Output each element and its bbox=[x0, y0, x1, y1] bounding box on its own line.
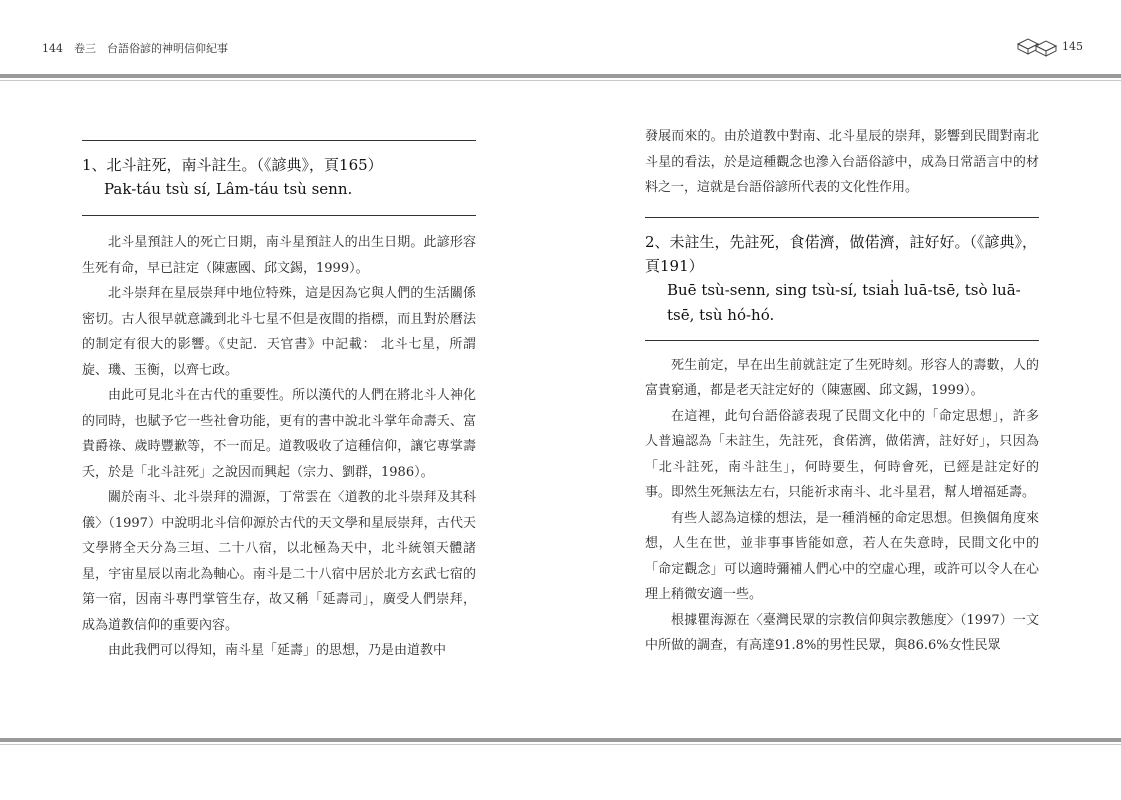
top-rule bbox=[0, 74, 1121, 78]
right-page-column bbox=[645, 124, 1039, 659]
header-left-text: 144 卷三 台語俗諺的神明信仰紀事 bbox=[42, 42, 228, 55]
entry-title: 2、未註生，先註死，食偌濟，做偌濟，註好好。（《諺典》，頁191） bbox=[645, 232, 1038, 275]
bottom-rule-thin bbox=[0, 744, 1121, 745]
paragraph: 關於南斗、北斗崇拜的淵源，丁常雲在〈道教的北斗崇拜及其科儀〉（1997）中說明北斗信仰源於古代的天文學和星辰崇拜，古代天文學將全天分為三垣、二十八宿，以北極為天中，北斗統領天體諸星，宇宙星辰以南北為軸心。南斗是二十八宿中居於北方玄武七宿的第一宿，因南斗專門掌管生存，故又稱「延壽司」，廣受人們崇拜，成為道教信仰的重要內容。 bbox=[82, 490, 476, 633]
paragraph: 由此可見北斗在古代的重要性。所以漢代的人們在將北斗人神化的同時，也賦予它一些社會功能，更有的書中說北斗掌年命壽夭、富貴爵祿、歲時豐歉等，不一而足。道教吸收了這種信仰，讓它專掌壽夭，於是「北斗註死」之說因而興起（宗力、劉群，1986）。 bbox=[82, 388, 476, 480]
header-page-number: 145 bbox=[1062, 40, 1083, 53]
books-icon bbox=[1016, 36, 1060, 58]
entry-title: 1、北斗註死，南斗註生。（《諺典》，頁165） bbox=[82, 156, 383, 174]
left-page-column bbox=[82, 140, 476, 664]
paragraph: 北斗星預註人的死亡日期，南斗星預註人的出生日期。此諺形容生死有命，早已註定（陳憲國、邱文錫，1999）。 bbox=[82, 235, 476, 276]
paragraph: 發展而來的。由於道教中對南、北斗星辰的崇拜，影響到民間對南北斗星的看法，於是這種觀念也滲入台語俗諺中，成為日常語言中的材料之一，這就是台語俗諺所代表的文化性作用。 bbox=[645, 129, 1039, 195]
paragraph: 根據瞿海源在〈臺灣民眾的宗教信仰與宗教態度〉（1997）一文中所做的調查，有高達91.8%的男性民眾，與86.6%女性民眾 bbox=[645, 612, 1039, 653]
entry-romanization: Pak-táu tsù sí, Lâm-táu tsù senn. bbox=[104, 180, 353, 198]
paragraph: 在這裡，此句台語俗諺表現了民間文化中的「命定思想」，許多人普遍認為「未註生，先註死，食偌濟，做偌濟，註好好」，只因為「北斗註死，南斗註生」，何時要生，何時會死，已經是註定好的事。即然生死無法左右，只能祈求南斗、北斗星君，幫人增福延壽。 bbox=[645, 408, 1039, 500]
paragraph: 北斗崇拜在星辰崇拜中地位特殊，這是因為它與人們的生活關係密切。古人很早就意識到北斗七星不但是夜間的指標，而且對於曆法的制定有很大的影響。《史記．天官書》中記載： 北斗七星，所謂旋、璣、玉衡，以齊七政。 bbox=[82, 286, 476, 378]
paragraph: 由此我們可以得知，南斗星「延壽」的思想，乃是由道教中 bbox=[108, 643, 447, 658]
bottom-rule bbox=[0, 738, 1121, 742]
entry-romanization: Buē tsù-senn, sing tsù-sí, tsiah̍ luā-tsē, tsò luā-tsē, tsù hó-hó. bbox=[667, 280, 1021, 324]
paragraph: 有些人認為這樣的想法，是一種消極的命定思想。但換個角度來想，人生在世，並非事事皆能如意，若人在失意時，民間文化中的「命定觀念」可以適時彌補人們心中的空虛心理，或許可以令人在心理上稍微安適一些。 bbox=[645, 510, 1039, 602]
paragraph: 死生前定，早在出生前就註定了生死時刻。形容人的壽數，人的富貴窮通，都是老天註定好的（陳憲國、邱文錫，1999）。 bbox=[645, 357, 1039, 398]
top-rule-thin bbox=[0, 80, 1121, 81]
